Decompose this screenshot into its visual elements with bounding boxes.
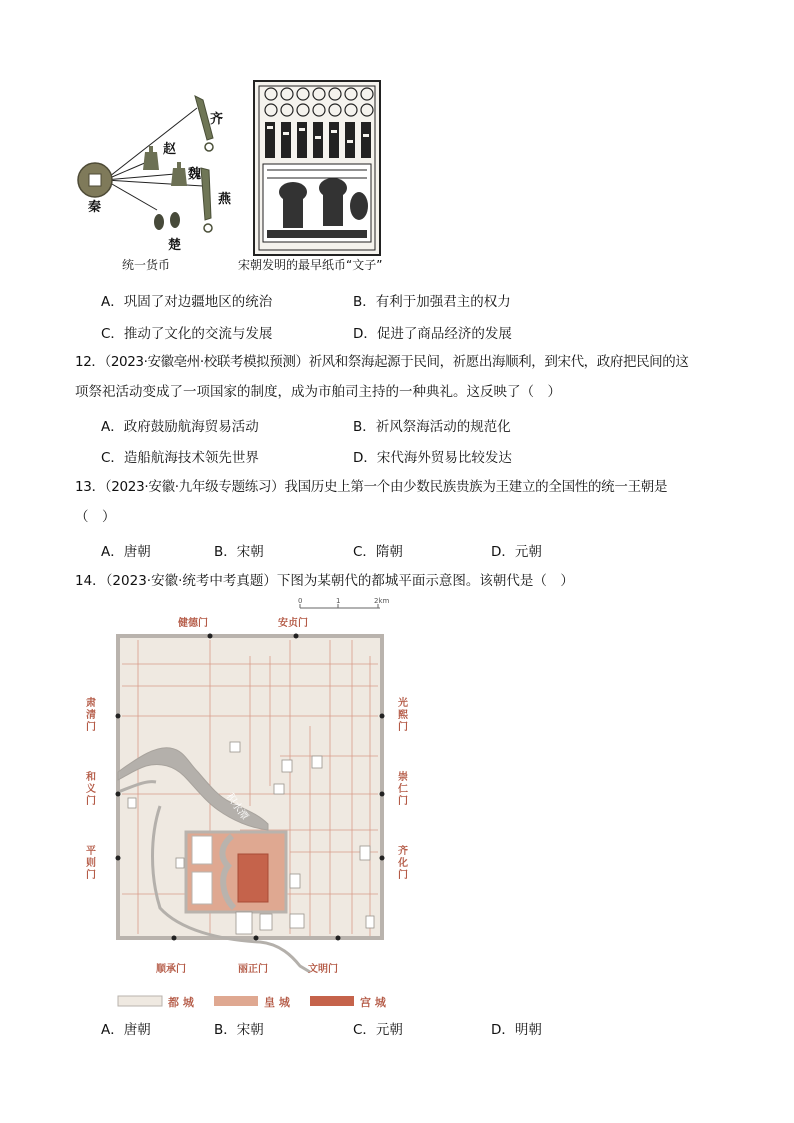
- gate-suqing: 肃清门: [86, 698, 96, 733]
- question-13-line1: 13．（2023·安徽·九年级专题练习）我国历史上第一个由少数民族贵族为王建立的全国性的统一王朝是: [75, 479, 668, 495]
- q12-option-b[interactable]: B．祈风祭海活动的规范化: [353, 419, 511, 435]
- gate-chongren: 崇仁门: [398, 772, 408, 807]
- coin-label-wei: 魏: [188, 167, 202, 182]
- scale-0: 0: [298, 597, 303, 605]
- q12-option-d[interactable]: D．宋代海外贸易比较发达: [353, 450, 512, 466]
- question-14-line1: 14．（2023·安徽·统考中考真题）下图为某朝代的都城平面示意图。该朝代是（ ）: [75, 573, 574, 589]
- jiaozi-banknote-image: [253, 80, 381, 256]
- zhao-spade-coin-icon: [143, 152, 159, 170]
- coin-unification-figure: [75, 78, 245, 250]
- coin-label-zhao: 赵: [163, 142, 177, 157]
- gate-shuncheng: 顺承门: [156, 964, 186, 975]
- q12-option-a[interactable]: A．政府鼓励航海贸易活动: [101, 419, 259, 435]
- q11-option-b[interactable]: B．有利于加强君主的权力: [353, 294, 511, 310]
- gate-lizheng: 丽正门: [238, 964, 268, 975]
- wei-spade-coin-icon: [171, 168, 187, 186]
- capital-city-plan-map: [80, 596, 426, 1016]
- gate-heyi: 和义门: [86, 772, 96, 807]
- jiaozi-caption: 宋朝发明的最早纸币“文子”: [238, 258, 383, 272]
- q11-option-a[interactable]: A．巩固了对边疆地区的统治: [101, 294, 273, 310]
- q14-option-b[interactable]: B．宋朝: [214, 1022, 264, 1038]
- coin-label-yan: 燕: [218, 192, 232, 207]
- gate-anzhen: 安贞门: [278, 618, 308, 629]
- map-legend: [118, 996, 354, 1006]
- q11-option-c[interactable]: C．推动了文化的交流与发展: [101, 326, 273, 342]
- coin-label-chu: 楚: [168, 238, 182, 253]
- question-12-stem: [75, 347, 735, 407]
- scale-1: 1: [336, 597, 341, 605]
- q12-option-c[interactable]: C．造船航海技术领先世界: [101, 450, 259, 466]
- legend-du: 都 城: [168, 996, 194, 1009]
- yan-knife-coin-icon: [201, 168, 211, 220]
- gate-qihua: 齐化门: [398, 846, 408, 881]
- coin-caption: 统一货币: [122, 258, 171, 272]
- gate-wenming: 文明门: [308, 964, 338, 975]
- q13-option-b[interactable]: B．宋朝: [214, 544, 264, 560]
- q13-option-a[interactable]: A．唐朝: [101, 544, 151, 560]
- question-14-stem: [75, 566, 735, 596]
- palace-city-area: [238, 854, 268, 902]
- question-12-line2: 项祭祀活动变成了一项国家的制度，成为市舶司主持的一种典礼。这反映了（ ）: [75, 384, 561, 400]
- q14-option-a[interactable]: A．唐朝: [101, 1022, 151, 1038]
- legend-huang: 皇 城: [264, 996, 290, 1009]
- coin-label-qi: 齐: [210, 112, 224, 127]
- q13-option-d[interactable]: D．元朝: [491, 544, 542, 560]
- q14-option-c[interactable]: C．元朝: [353, 1022, 403, 1038]
- q13-option-c[interactable]: C．隋朝: [353, 544, 403, 560]
- lake-label: 积水潭: [223, 791, 250, 823]
- question-12-line1: 12．（2023·安徽亳州·校联考模拟预测）祈风和祭海起源于民间，祈愿出海顺利，到宋代，政府把民间的这: [75, 354, 689, 370]
- q11-option-d[interactable]: D．促进了商品经济的发展: [353, 326, 512, 342]
- scale-2km: 2km: [374, 597, 390, 605]
- gate-pingze: 平则门: [86, 846, 96, 881]
- chu-coin-icon: [154, 214, 164, 230]
- coin-label-qin: 秦: [88, 200, 102, 215]
- question-13-stem: [75, 472, 735, 532]
- gate-guangxi: 光熙门: [398, 698, 408, 733]
- q14-option-d[interactable]: D．明朝: [491, 1022, 542, 1038]
- question-13-line2: （ ）: [75, 509, 116, 525]
- gate-jiande: 健德门: [178, 618, 208, 629]
- legend-gong: 宫 城: [360, 996, 386, 1009]
